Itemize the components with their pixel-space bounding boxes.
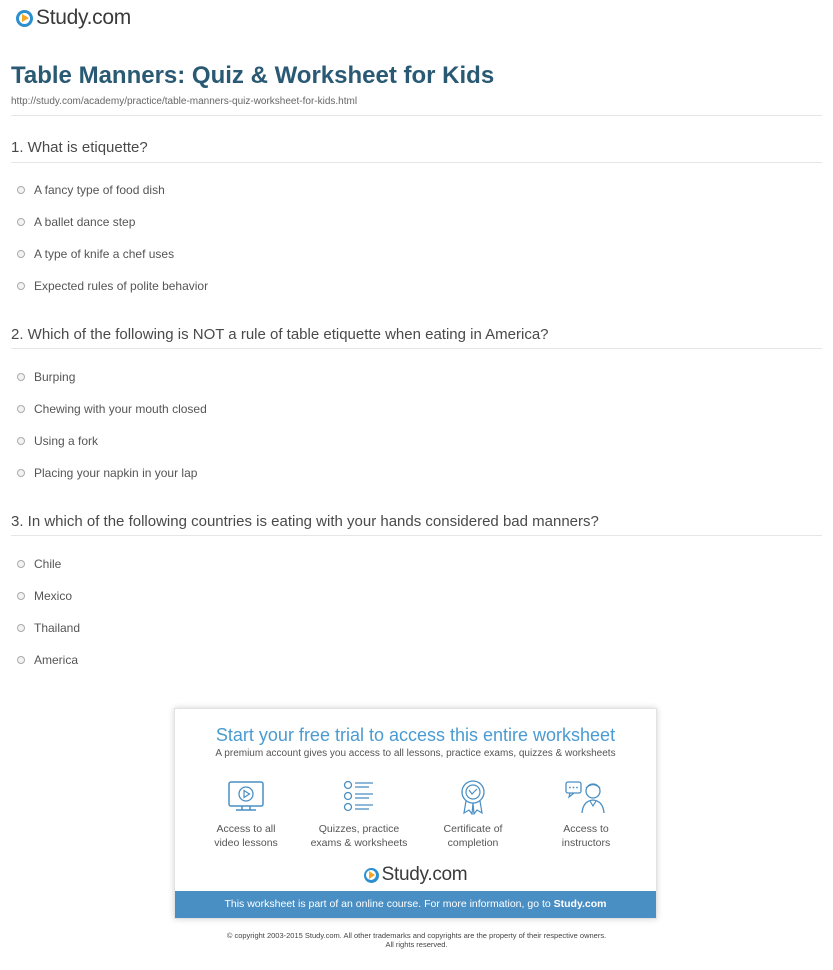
question-1: 1. What is etiquette? xyxy=(11,139,148,156)
answer-option[interactable] xyxy=(17,466,197,480)
feature-line: video lessons xyxy=(214,837,278,849)
option-label: Placing your napkin in your lap xyxy=(34,466,198,480)
radio-icon[interactable] xyxy=(17,656,25,664)
question-2: 2. Which of the following is NOT a rule of table etiquette when eating in America? xyxy=(11,326,549,343)
answer-option[interactable] xyxy=(17,183,165,197)
radio-icon[interactable] xyxy=(17,186,25,194)
feature-video-lessons xyxy=(191,779,301,850)
option-label: A fancy type of food dish xyxy=(34,183,165,197)
feature-instructors xyxy=(531,779,641,850)
quiz-list-icon xyxy=(339,779,379,815)
divider xyxy=(11,162,822,163)
answer-option[interactable] xyxy=(17,215,135,229)
radio-icon[interactable] xyxy=(17,624,25,632)
instructor-icon xyxy=(564,779,608,815)
play-logo-icon xyxy=(16,10,33,27)
radio-icon[interactable] xyxy=(17,437,25,445)
study-link[interactable]: Study.com xyxy=(553,898,607,910)
promo-subtitle: A premium account gives you access to all lessons, practice exams, quizzes & worksheets xyxy=(215,748,616,759)
answer-option[interactable] xyxy=(17,557,61,571)
copyright-notice xyxy=(0,931,833,949)
question-3: 3. In which of the following countries is eating with your hands considered bad manners? xyxy=(11,513,599,530)
feature-quizzes xyxy=(304,779,414,850)
page-title: Table Manners: Quiz & Worksheet for Kids xyxy=(11,62,495,89)
divider xyxy=(11,535,822,536)
radio-icon[interactable] xyxy=(17,373,25,381)
divider xyxy=(11,115,822,116)
answer-option[interactable] xyxy=(17,653,78,667)
answer-option[interactable] xyxy=(17,279,208,293)
feature-line: Certificate of xyxy=(443,823,503,835)
radio-icon[interactable] xyxy=(17,282,25,290)
feature-line: Access to all xyxy=(216,823,276,835)
option-label: Expected rules of polite behavior xyxy=(34,279,209,293)
answer-option[interactable] xyxy=(17,402,207,416)
copyright-line: © copyright 2003-2015 Study.com. All other trademarks and copyrights are the property of their respective owners. xyxy=(226,931,607,940)
copyright-line: All rights reserved. xyxy=(385,940,448,949)
logo-text: Study.com xyxy=(36,6,131,29)
option-label: Burping xyxy=(34,370,76,384)
option-label: Chewing with your mouth closed xyxy=(34,402,207,416)
radio-icon[interactable] xyxy=(17,469,25,477)
free-trial-promo[interactable] xyxy=(174,708,657,919)
play-logo-icon xyxy=(364,868,379,883)
bar-text: This worksheet is part of an online course. For more information, go to xyxy=(224,898,554,910)
answer-option[interactable] xyxy=(17,589,72,603)
option-label: A ballet dance step xyxy=(34,215,136,229)
option-label: Chile xyxy=(34,557,62,571)
promo-study-logo xyxy=(175,864,656,886)
radio-icon[interactable] xyxy=(17,560,25,568)
radio-icon[interactable] xyxy=(17,250,25,258)
option-label: Using a fork xyxy=(34,434,99,448)
certificate-icon xyxy=(453,779,493,815)
logo-text: Study.com xyxy=(381,864,468,885)
feature-line: Quizzes, practice xyxy=(318,823,400,835)
feature-certificate xyxy=(418,779,528,850)
feature-line: completion xyxy=(447,837,499,849)
course-info-bar[interactable] xyxy=(175,891,656,918)
feature-line: exams & worksheets xyxy=(310,837,408,849)
radio-icon[interactable] xyxy=(17,405,25,413)
divider xyxy=(11,348,822,349)
answer-option[interactable] xyxy=(17,247,174,261)
radio-icon[interactable] xyxy=(17,218,25,226)
option-label: Thailand xyxy=(34,621,81,635)
option-label: A type of knife a chef uses xyxy=(34,247,175,261)
option-label: Mexico xyxy=(34,589,73,603)
radio-icon[interactable] xyxy=(17,592,25,600)
option-label: America xyxy=(34,653,79,667)
feature-line: Access to xyxy=(563,823,609,835)
promo-title: Start your free trial to access this entire worksheet xyxy=(215,725,616,745)
answer-option[interactable] xyxy=(17,621,80,635)
video-lesson-icon xyxy=(226,779,266,815)
feature-line: instructors xyxy=(561,837,611,849)
study-logo[interactable] xyxy=(16,6,131,30)
answer-option[interactable] xyxy=(17,370,75,384)
answer-option[interactable] xyxy=(17,434,98,448)
page-url: http://study.com/academy/practice/table-manners-quiz-worksheet-for-kids.html xyxy=(11,96,358,107)
